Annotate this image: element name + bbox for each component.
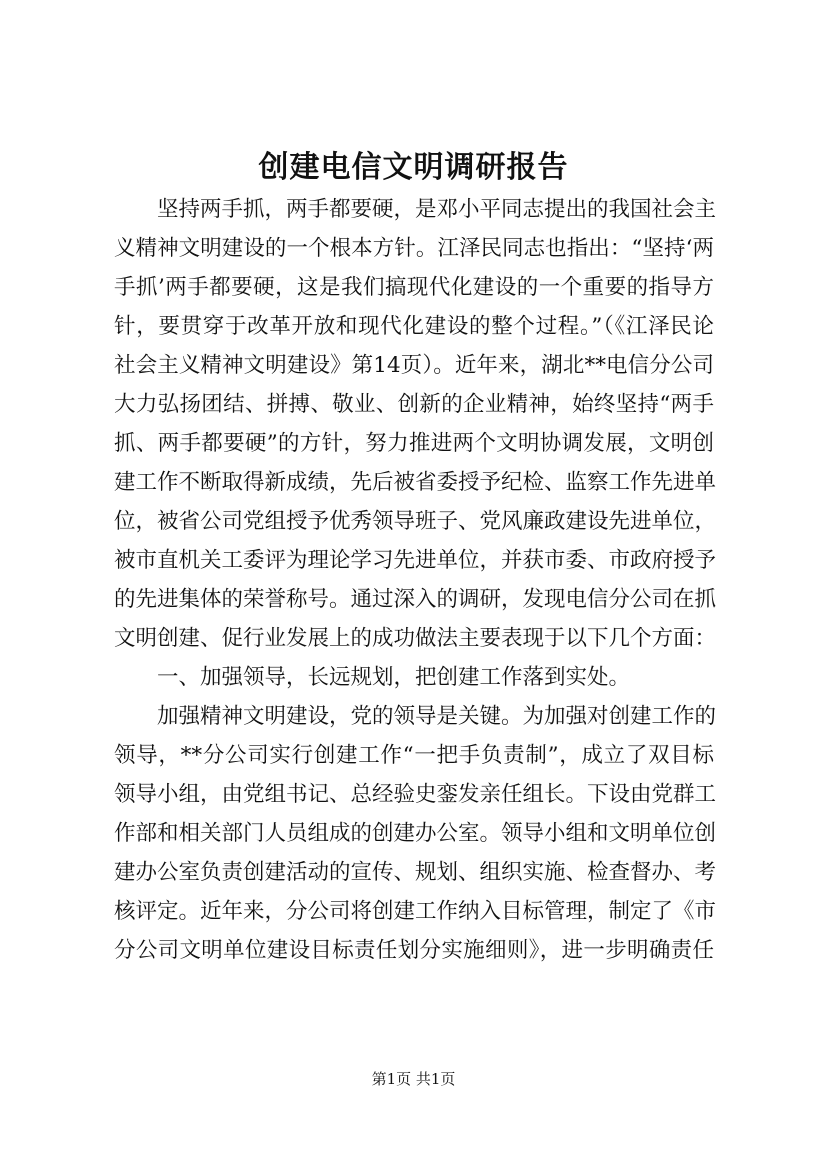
paragraph-line: 抓、两手都要硬”的方针，努力推进两个文明协调发展，文明创: [114, 431, 714, 456]
document-body: [114, 190, 717, 970]
paragraph-line: 领导小组，由党组书记、总经验史銮发亲任组长。下设由党群工: [114, 782, 717, 807]
paragraph-line: 社会主义精神文明建设》第14页）。近年来，湖北**电信分公司: [114, 353, 714, 378]
paragraph-line: 手抓’两手都要硬，这是我们搞现代化建设的一个重要的指导方: [114, 275, 714, 300]
section-heading: 一、加强领导，长远规划，把创建工作落到实处。: [157, 665, 631, 690]
paragraph-line: 被市直机关工委评为理论学习先进单位，并获市委、市政府授予: [114, 548, 717, 573]
paragraph-line: 作部和相关部门人员组成的创建办公室。领导小组和文明单位创: [114, 821, 717, 846]
paragraph-line: 大力弘扬团结、拼搏、敬业、创新的企业精神，始终坚持“两手: [114, 392, 714, 417]
paragraph-line: 位，被省公司党组授予优秀领导班子、党风廉政建设先进单位，: [114, 509, 717, 534]
paragraph-line: 加强精神文明建设，党的领导是关键。为加强对创建工作的: [157, 704, 717, 729]
paragraph-line: 义精神文明建设的一个根本方针。江泽民同志也指出：“坚持‘两: [114, 236, 714, 261]
paragraph-line: 文明创建、促行业发展上的成功做法主要表现于以下几个方面：: [114, 626, 717, 651]
paragraph-line: 坚持两手抓，两手都要硬，是邓小平同志提出的我国社会主: [157, 197, 717, 222]
paragraph-line: 建工作不断取得新成绩，先后被省委授予纪检、监察工作先进单: [114, 470, 717, 495]
paragraph-line: 核评定。近年来，分公司将创建工作纳入目标管理，制定了《市: [114, 899, 717, 924]
paragraph-line: 的先进集体的荣誉称号。通过深入的调研，发现电信分公司在抓: [114, 587, 717, 612]
paragraph-line: 针，要贯穿于改革开放和现代化建设的整个过程。”（《江泽民论: [114, 314, 714, 339]
paragraph-line: 分公司文明单位建设目标责任划分实施细则》，进一步明确责任: [114, 938, 714, 963]
paragraph-line: 领导，**分公司实行创建工作“一把手负责制”，成立了双目标: [114, 743, 714, 768]
document-title: 创建电信文明调研报告: [258, 150, 569, 185]
paragraph-line: 建办公室负责创建活动的宣传、规划、组织实施、检查督办、考: [114, 860, 717, 885]
page-footer: 第1页 共1页: [371, 1070, 456, 1088]
